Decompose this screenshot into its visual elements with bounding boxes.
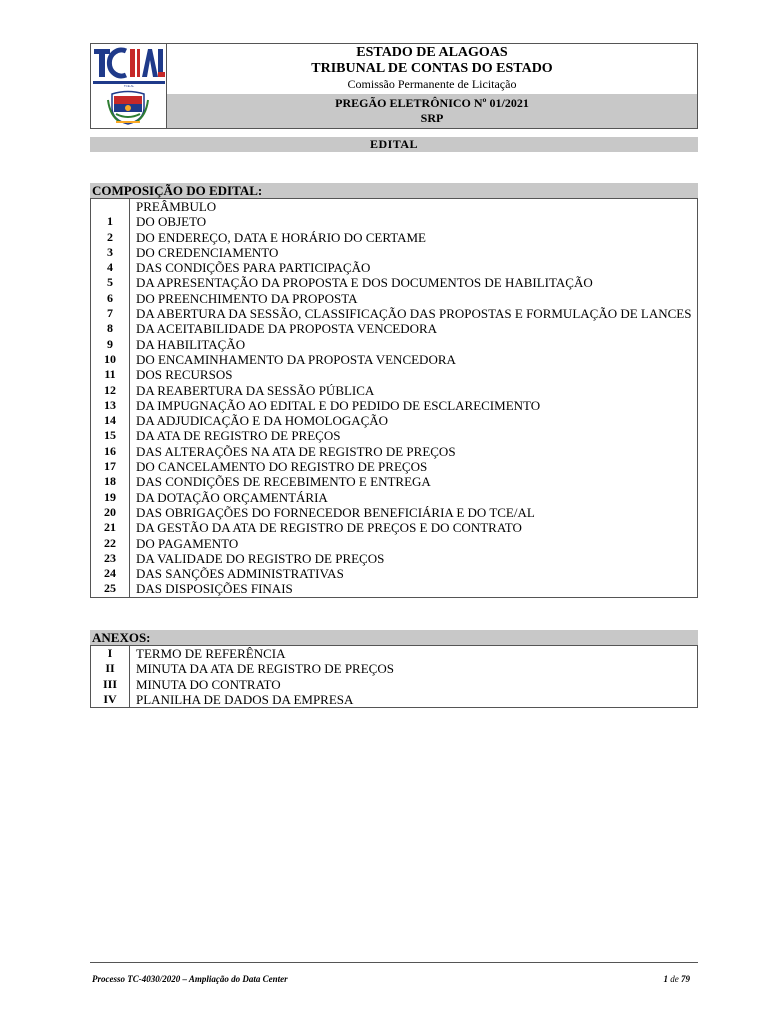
item-number: 18 (91, 474, 130, 489)
item-title: DO ENCAMINHAMENTO DA PROPOSTA VENCEDORA (136, 351, 456, 367)
table-row (91, 352, 698, 367)
item-title: DAS DISPOSIÇÕES FINAIS (136, 581, 293, 597)
logo-area (91, 44, 167, 128)
item-number: II (91, 661, 130, 676)
item-title: TERMO DE REFERÊNCIA (136, 646, 286, 661)
item-number: 19 (91, 490, 130, 505)
item-title: DA VALIDADE DO REGISTRO DE PREÇOS (136, 550, 385, 566)
item-number: 17 (91, 459, 130, 474)
table-row (91, 646, 698, 662)
item-number: 2 (91, 230, 130, 245)
item-number: 23 (91, 551, 130, 566)
item-title: DO PAGAMENTO (136, 535, 239, 551)
item-title: DA GESTÃO DA ATA DE REGISTRO DE PREÇOS E DO CONTRATO (136, 520, 522, 536)
table-row (91, 367, 698, 382)
table-row (91, 520, 698, 535)
item-title: DA ACEITABILIDADE DA PROPOSTA VENCEDORA (136, 321, 438, 337)
item-number: 14 (91, 413, 130, 428)
table-row (91, 413, 698, 428)
item-title: DAS CONDIÇÕES PARA PARTICIPAÇÃO (136, 260, 371, 276)
table-row (91, 306, 698, 321)
table-row (91, 398, 698, 413)
header-court: TRIBUNAL DE CONTAS DO ESTADO (311, 61, 553, 76)
item-number: III (91, 677, 130, 692)
document-header (90, 43, 698, 129)
item-title: DAS OBRIGAÇÕES DO FORNECEDOR BENEFICIÁRIA E DO TCE/AL (136, 504, 535, 520)
item-number: 1 (91, 214, 130, 229)
item-title: DA ATA DE REGISTRO DE PREÇOS (136, 428, 341, 444)
table-row (91, 459, 698, 474)
table-row (91, 291, 698, 306)
header-grey-band (167, 94, 697, 128)
item-title: DO ENDEREÇO, DATA E HORÁRIO DO CERTAME (136, 229, 426, 245)
item-title: DA REABERTURA DA SESSÃO PÚBLICA (136, 382, 375, 398)
table-row (91, 337, 698, 352)
item-title: DA ABERTURA DA SESSÃO, CLASSIFICAÇÃO DAS PROPOSTAS E FORMULAÇÃO DE LANCES (136, 306, 692, 322)
table-row (91, 692, 698, 708)
footer-process: Processo TC-4030/2020 – Ampliação do Data Center (92, 974, 288, 984)
item-number: 21 (91, 520, 130, 535)
item-number: IV (91, 692, 130, 708)
table-row (91, 536, 698, 551)
item-number: 16 (91, 444, 130, 459)
table-row (91, 245, 698, 260)
item-title: DO CANCELAMENTO DO REGISTRO DE PREÇOS (136, 459, 428, 475)
item-title: PLANILHA DE DADOS DA EMPRESA (136, 691, 354, 707)
header-state: ESTADO DE ALAGOAS (356, 45, 508, 60)
item-number: 9 (91, 337, 130, 352)
table-row (91, 444, 698, 459)
table-row (91, 566, 698, 581)
table-row (91, 383, 698, 398)
page-sep: de (670, 974, 679, 984)
item-title: DO PREENCHIMENTO DA PROPOSTA (136, 290, 358, 306)
item-number: 10 (91, 352, 130, 367)
item-number (91, 199, 130, 215)
item-number: 5 (91, 275, 130, 290)
item-number: 20 (91, 505, 130, 520)
item-title: MINUTA DA ATA DE REGISTRO DE PREÇOS (136, 661, 394, 677)
item-title: DAS CONDIÇÕES DE RECEBIMENTO E ENTREGA (136, 474, 431, 490)
item-title: DA ADJUDICAÇÃO E DA HOMOLOGAÇÃO (136, 413, 389, 429)
item-title: DAS SANÇÕES ADMINISTRATIVAS (136, 566, 344, 582)
logo-caption: TCE AL (123, 84, 135, 88)
item-title: MINUTA DO CONTRATO (136, 676, 281, 692)
anexos-table (90, 645, 698, 708)
item-title: DO OBJETO (136, 214, 207, 230)
page-current: 1 (663, 974, 668, 984)
header-pregao: PREGÃO ELETRÔNICO Nº 01/2021 (335, 96, 529, 110)
item-title: DAS ALTERAÇÕES NA ATA DE REGISTRO DE PREÇOS (136, 443, 456, 459)
item-title: PREÂMBULO (136, 199, 217, 214)
item-title: DA DOTAÇÃO ORÇAMENTÁRIA (136, 489, 328, 505)
table-row (91, 321, 698, 336)
table-row (91, 214, 698, 229)
item-number: 6 (91, 291, 130, 306)
edital-title: EDITAL (90, 137, 698, 152)
item-number: 22 (91, 536, 130, 551)
item-number: 7 (91, 306, 130, 321)
state-coat-of-arms-icon (106, 90, 150, 126)
footer-page-number (600, 974, 690, 984)
table-row (91, 661, 698, 676)
item-title: DOS RECURSOS (136, 367, 233, 383)
anexos-title: ANEXOS: (90, 630, 698, 645)
item-number: 8 (91, 321, 130, 336)
table-row (91, 490, 698, 505)
table-row (91, 474, 698, 489)
item-number: 13 (91, 398, 130, 413)
footer-rule (90, 962, 698, 963)
table-row (91, 428, 698, 443)
table-row (91, 581, 698, 597)
item-number: 15 (91, 428, 130, 443)
item-number: 24 (91, 566, 130, 581)
item-number: 3 (91, 245, 130, 260)
item-title: DA IMPUGNAÇÃO AO EDITAL E DO PEDIDO DE ESCLARECIMENTO (136, 397, 541, 413)
table-row (91, 505, 698, 520)
item-title: DO CREDENCIAMENTO (136, 244, 279, 260)
table-row (91, 199, 698, 215)
table-row (91, 275, 698, 290)
header-commission: Comissão Permanente de Licitação (347, 77, 517, 91)
table-row (91, 551, 698, 566)
item-number: I (91, 646, 130, 662)
item-title: DA APRESENTAÇÃO DA PROPOSTA E DOS DOCUMENTOS DE HABILITAÇÃO (136, 275, 593, 291)
item-title: DA HABILITAÇÃO (136, 336, 246, 352)
header-text (167, 44, 697, 128)
table-row (91, 230, 698, 245)
page-total: 79 (681, 974, 690, 984)
item-number: 11 (91, 367, 130, 382)
item-number: 4 (91, 260, 130, 275)
composicao-title: COMPOSIÇÃO DO EDITAL: (90, 183, 698, 198)
table-row (91, 677, 698, 692)
table-row (91, 260, 698, 275)
header-srp: SRP (420, 111, 444, 125)
item-number: 25 (91, 581, 130, 597)
tce-logo-icon (92, 46, 166, 88)
composicao-table (90, 198, 698, 598)
item-number: 12 (91, 383, 130, 398)
